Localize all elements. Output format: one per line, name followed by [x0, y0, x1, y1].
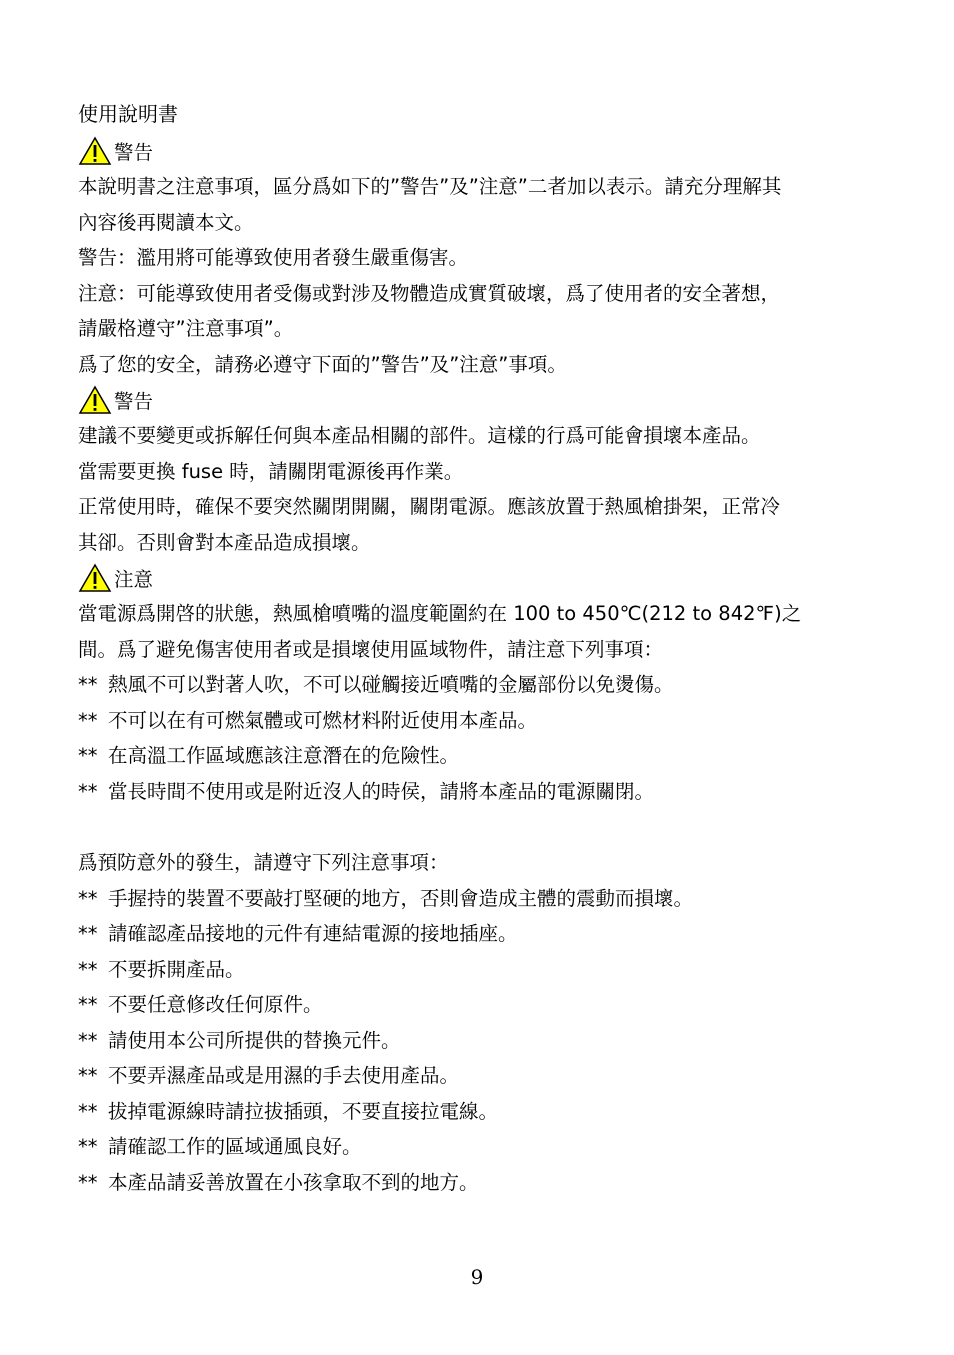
list-item — [78, 774, 898, 810]
list-item — [78, 1129, 898, 1165]
text-line: 其卻。否則會對本產品造成損壞。 — [78, 530, 371, 554]
warning-heading-label: 警告 — [114, 141, 154, 164]
bullet-marker: ** — [78, 1170, 98, 1194]
list-item — [78, 952, 898, 988]
text-line: 內容後再閱讀本文。 — [78, 210, 254, 234]
list-item-text: 不要任意修改任何原件。 — [108, 993, 323, 1016]
document-title: 使用說明書 — [78, 102, 178, 126]
list-item — [78, 916, 898, 952]
text-line: 間。爲了避免傷害使用者或是損壞使用區域物件，請注意下列事項： — [78, 637, 664, 661]
text-line: 警告：濫用將可能導致使用者發生嚴重傷害。 — [78, 246, 469, 269]
bullet-marker: ** — [78, 779, 98, 803]
text-line: 正常使用時，確保不要突然關閉開關，關閉電源。應該放置于熱風槍掛架，正常冷 — [78, 495, 781, 518]
list-item-text: 不要拆開產品。 — [108, 957, 245, 981]
bullet-marker: ** — [78, 886, 98, 910]
text-line: 爲了您的安全，請務必遵守下面的”警告”及”注意”事項。 — [78, 352, 567, 376]
warning-heading-2 — [78, 382, 898, 418]
document-page — [78, 99, 898, 1200]
list-item — [78, 1023, 898, 1059]
warning-heading-label: 警告 — [114, 390, 154, 413]
caution-heading — [78, 560, 898, 596]
list-item-text: 手握持的裝置不要敲打堅硬的地方，否則會造成主體的震動而損壞。 — [108, 886, 694, 910]
prevention-intro: 爲預防意外的發生，請遵守下列注意事項： — [78, 851, 449, 874]
list-item-text: 熱風不可以對著人吹，不可以碰觸接近噴嘴的金屬部份以免燙傷。 — [108, 673, 674, 696]
warning-triangle-icon — [78, 385, 112, 415]
list-item-text: 本產品請妥善放置在小孩拿取不到的地方。 — [108, 1170, 479, 1194]
bullet-marker: ** — [78, 993, 98, 1016]
list-item — [78, 703, 898, 739]
bullet-marker: ** — [78, 1099, 98, 1123]
text-line: 注意：可能導致使用者受傷或對涉及物體造成實質破壞，爲了使用者的安全著想， — [78, 281, 781, 305]
text-line: 當需要更換 fuse 時，請關閉電源後再作業。 — [78, 459, 464, 483]
bullet-marker: ** — [78, 744, 98, 767]
list-item — [78, 881, 898, 917]
list-item-text: 在高溫工作區域應該注意潛在的危險性。 — [108, 744, 460, 767]
bullet-marker: ** — [78, 1028, 98, 1052]
list-item-text: 拔掉電源線時請拉拔插頭，不要直接拉電線。 — [108, 1099, 499, 1123]
warning-triangle-icon — [78, 136, 112, 166]
bullet-marker: ** — [78, 708, 98, 732]
list-item — [78, 667, 898, 703]
list-item — [78, 1094, 898, 1130]
list-item-text: 請確認產品接地的元件有連結電源的接地插座。 — [108, 922, 518, 945]
list-item-text: 請確認工作的區域通風良好。 — [108, 1135, 362, 1158]
text-line: 當電源爲開啓的狀態，熱風槍噴嘴的溫度範圍約在 100 to 450℃(212 to 842℉)之 — [78, 602, 802, 625]
warning-triangle-icon — [78, 563, 112, 593]
bullet-marker: ** — [78, 673, 98, 696]
bullet-marker: ** — [78, 1135, 98, 1158]
section-spacer — [78, 809, 898, 845]
bullet-marker: ** — [78, 1064, 98, 1087]
list-item — [78, 1058, 898, 1094]
list-item — [78, 987, 898, 1023]
text-line: 建議不要變更或拆解任何與本產品相關的部件。這樣的行爲可能會損壞本產品。 — [78, 424, 761, 447]
page-number: 9 — [470, 1265, 484, 1289]
warning-heading-1 — [78, 133, 898, 169]
list-item-text: 當長時間不使用或是附近沒人的時侯，請將本產品的電源關閉。 — [108, 779, 655, 803]
caution-heading-label: 注意 — [114, 568, 154, 591]
list-item — [78, 1165, 898, 1201]
bullet-marker: ** — [78, 957, 98, 981]
text-line: 請嚴格遵守”注意事項”。 — [78, 317, 294, 340]
text-line: 本說明書之注意事項，區分爲如下的”警告”及”注意”二者加以表示。請充分理解其 — [78, 175, 782, 198]
list-item-text: 不要弄濕產品或是用濕的手去使用產品。 — [108, 1064, 460, 1087]
list-item — [78, 738, 898, 774]
list-item-text: 請使用本公司所提供的替換元件。 — [108, 1028, 401, 1052]
list-item-text: 不可以在有可燃氣體或可燃材料附近使用本產品。 — [108, 708, 538, 732]
bullet-marker: ** — [78, 922, 98, 945]
